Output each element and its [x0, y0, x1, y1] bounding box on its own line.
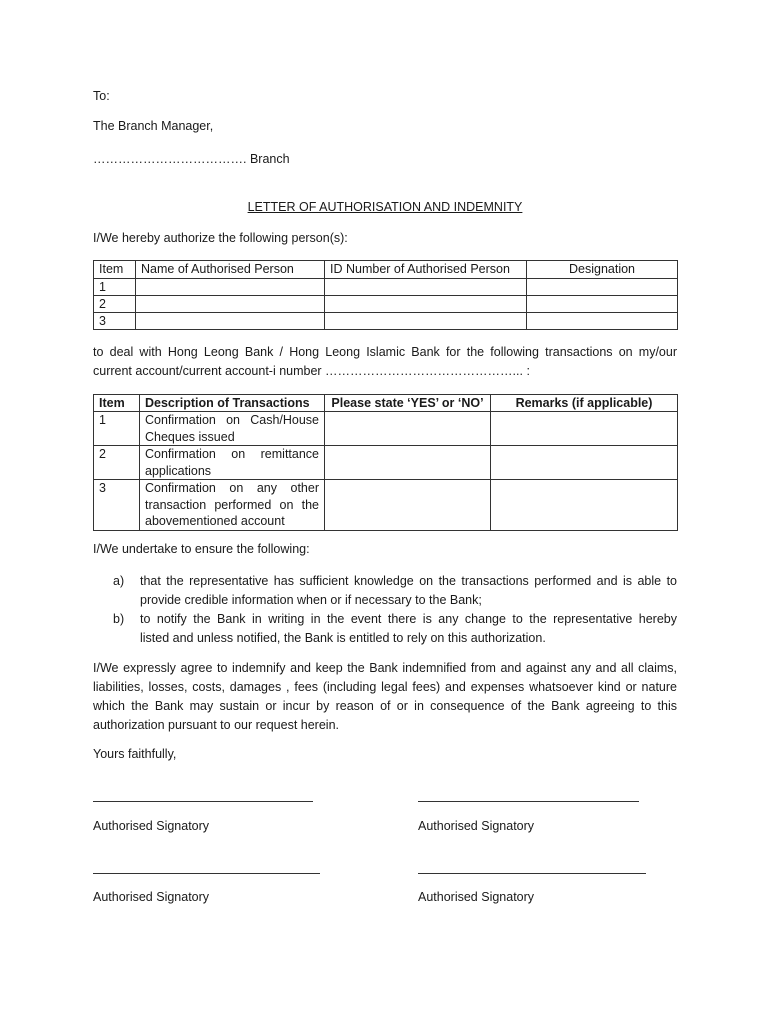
- table-header-row: [94, 261, 678, 279]
- table-header-row: [94, 395, 678, 412]
- list-marker: b): [113, 612, 125, 626]
- item-number: 1: [94, 279, 136, 296]
- item-number: 3: [94, 480, 140, 531]
- id-number-cell[interactable]: [325, 296, 527, 313]
- to-label: To:: [93, 89, 110, 103]
- list-item: [113, 610, 677, 648]
- remarks-cell[interactable]: [491, 446, 678, 480]
- signature-line[interactable]: [93, 873, 320, 874]
- description-line: Confirmation on remittance: [145, 447, 319, 461]
- description-line: applications: [145, 463, 212, 478]
- list-marker: a): [113, 574, 125, 588]
- paragraph-line: authorization pursuant to our request herein.: [93, 718, 339, 732]
- undertakings-list: [113, 572, 677, 648]
- list-line: to notify the Bank in writing in the event there is any change to the representative hereby: [140, 612, 677, 626]
- table-row: [94, 296, 678, 313]
- authorised-persons-table: [93, 260, 678, 330]
- designation-cell[interactable]: [527, 296, 678, 313]
- description-line: Confirmation on Cash/House: [145, 413, 319, 427]
- signature-line[interactable]: [93, 801, 313, 802]
- remarks-cell[interactable]: [491, 480, 678, 531]
- column-header: ID Number of Authorised Person: [325, 261, 527, 279]
- item-number: 2: [94, 446, 140, 480]
- designation-cell[interactable]: [527, 313, 678, 330]
- table-row: [94, 446, 678, 480]
- description-line: Cheques issued: [145, 429, 235, 444]
- branch-line: ………………………………. Branch: [93, 152, 290, 166]
- undertake-text: I/We undertake to ensure the following:: [93, 542, 310, 556]
- signatory-label: Authorised Signatory: [418, 890, 535, 904]
- deal-paragraph: [93, 343, 677, 381]
- paragraph-line: liabilities, losses, costs, damages , fees (including legal fees) and expenses whatsoever kind or nature: [93, 680, 677, 694]
- signatory-label: Authorised Signatory: [418, 819, 535, 833]
- table-row: [94, 480, 678, 531]
- transaction-description: [140, 412, 325, 446]
- paragraph-line: which the Bank may sustain or incur by reason of or in consequence of the Bank agreeing to this: [93, 699, 677, 713]
- closing-text: Yours faithfully,: [93, 747, 177, 761]
- item-number: 1: [94, 412, 140, 446]
- remarks-cell[interactable]: [491, 412, 678, 446]
- description-line: transaction performed on the: [145, 497, 319, 512]
- column-header: Remarks (if applicable): [491, 395, 678, 412]
- designation-cell[interactable]: [527, 279, 678, 296]
- list-line: provide credible information when or if necessary to the Bank;: [140, 593, 482, 607]
- column-header: Name of Authorised Person: [136, 261, 325, 279]
- item-number: 2: [94, 296, 136, 313]
- column-header: Please state ‘YES’ or ‘NO’: [325, 395, 491, 412]
- yes-no-cell[interactable]: [325, 412, 491, 446]
- description-line: abovementioned account: [145, 514, 285, 528]
- name-cell[interactable]: [136, 296, 325, 313]
- table-row: [94, 313, 678, 330]
- name-cell[interactable]: [136, 279, 325, 296]
- paragraph-line: to deal with Hong Leong Bank / Hong Leong Islamic Bank for the following transactions on my/our: [93, 345, 677, 359]
- yes-no-cell[interactable]: [325, 480, 491, 531]
- recipient-line: The Branch Manager,: [93, 119, 214, 133]
- paragraph-line: I/We expressly agree to indemnify and keep the Bank indemnified from and against any and all claims,: [93, 661, 677, 675]
- description-line: Confirmation on any other: [145, 481, 319, 495]
- transaction-description: [140, 446, 325, 480]
- table-row: [94, 412, 678, 446]
- transactions-table: [93, 394, 678, 531]
- list-line: that the representative has sufficient knowledge on the transactions performed and is able to: [140, 574, 677, 588]
- paragraph-line: current account/current account-i number ………………………………………... :: [93, 364, 530, 378]
- column-header: Item: [94, 395, 140, 412]
- transaction-description: [140, 480, 325, 531]
- column-header: Designation: [527, 261, 678, 279]
- list-line: listed and unless notified, the Bank is entitled to rely on this authorization.: [140, 631, 546, 645]
- signatory-label: Authorised Signatory: [93, 890, 210, 904]
- column-header: Item: [94, 261, 136, 279]
- signatory-label: Authorised Signatory: [93, 819, 210, 833]
- column-header: Description of Transactions: [140, 395, 325, 412]
- name-cell[interactable]: [136, 313, 325, 330]
- id-number-cell[interactable]: [325, 313, 527, 330]
- id-number-cell[interactable]: [325, 279, 527, 296]
- table-row: [94, 279, 678, 296]
- intro-text: I/We hereby authorize the following person(s):: [93, 231, 348, 245]
- item-number: 3: [94, 313, 136, 330]
- yes-no-cell[interactable]: [325, 446, 491, 480]
- signature-line[interactable]: [418, 873, 646, 874]
- signature-line[interactable]: [418, 801, 639, 802]
- document-title: LETTER OF AUTHORISATION AND INDEMNITY: [247, 200, 523, 214]
- indemnity-paragraph: [93, 659, 677, 735]
- list-item: [113, 572, 677, 610]
